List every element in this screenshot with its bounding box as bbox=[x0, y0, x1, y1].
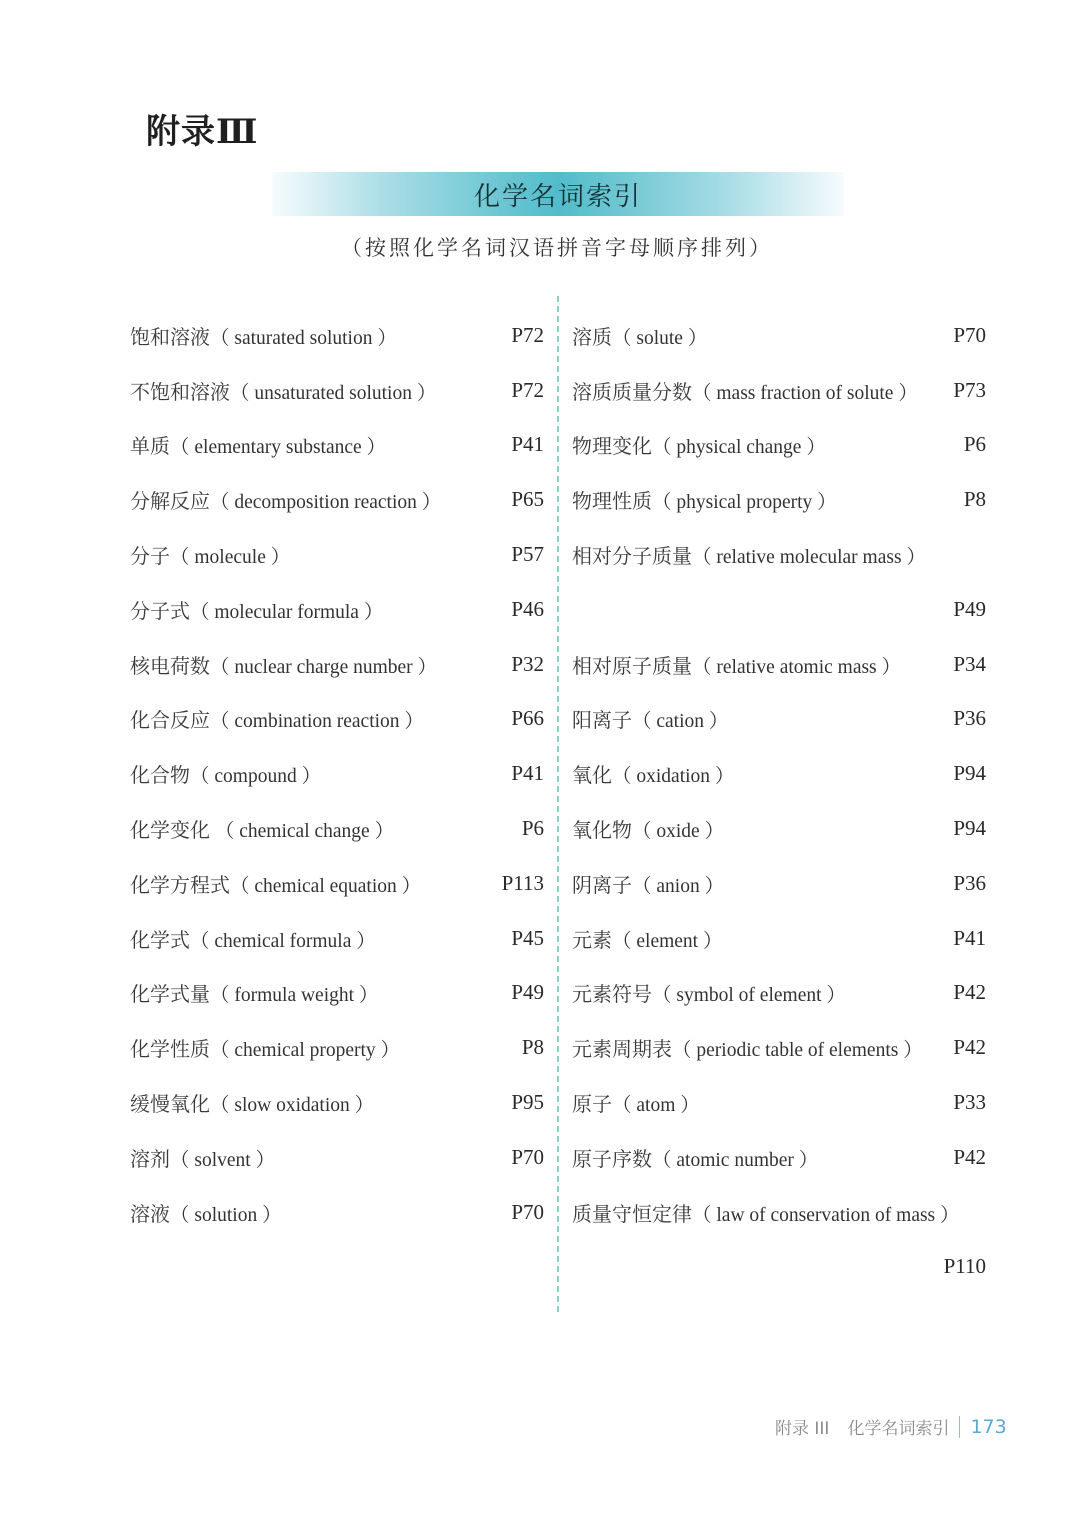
page-footer bbox=[775, 1414, 1007, 1439]
page-reference: P57 bbox=[511, 542, 544, 567]
page-reference: P6 bbox=[963, 432, 986, 457]
term-english: （ decomposition reaction ） bbox=[210, 492, 442, 514]
term-english: （ cation ） bbox=[632, 711, 729, 733]
index-entry bbox=[572, 856, 986, 911]
index-entry bbox=[130, 1185, 544, 1240]
index-term bbox=[130, 650, 437, 679]
footer-section-label: 化学名词索引 bbox=[847, 1419, 950, 1439]
index-term bbox=[130, 924, 376, 953]
page-reference: P42 bbox=[953, 1035, 986, 1060]
index-term bbox=[572, 540, 926, 569]
page-reference: P41 bbox=[511, 432, 544, 457]
term-english: （ relative molecular mass ） bbox=[692, 547, 926, 569]
term-english: （ law of conservation of mass ） bbox=[692, 1204, 960, 1226]
term-english: （ molecule ） bbox=[170, 547, 291, 569]
index-entry bbox=[130, 582, 544, 637]
column-divider bbox=[557, 296, 559, 1312]
index-entry bbox=[572, 966, 986, 1021]
page-reference: P110 bbox=[943, 1254, 986, 1279]
index-entry bbox=[572, 911, 986, 966]
index-term bbox=[572, 430, 826, 459]
term-english: （ mass fraction of solute ） bbox=[692, 382, 918, 404]
term-english: （ physical property ） bbox=[652, 492, 837, 514]
term-english: （ relative atomic mass ） bbox=[692, 656, 902, 678]
index-term bbox=[572, 1088, 700, 1117]
page-reference: P94 bbox=[953, 816, 986, 841]
index-term bbox=[572, 759, 734, 788]
index-entry bbox=[572, 746, 986, 801]
term-chinese: 质量守恒定律 bbox=[572, 1201, 692, 1226]
term-chinese: 阴离子 bbox=[572, 872, 632, 897]
index-entry bbox=[130, 418, 544, 473]
index-entry bbox=[572, 472, 986, 527]
page-reference: P73 bbox=[953, 377, 986, 402]
index-entry bbox=[572, 582, 986, 637]
term-chinese: 物理变化 bbox=[572, 434, 652, 459]
footer-appendix-label: 附录 III bbox=[775, 1419, 830, 1439]
page-reference: P6 bbox=[521, 816, 544, 841]
term-english: （ chemical property ） bbox=[210, 1040, 401, 1062]
page-number: 173 bbox=[970, 1415, 1007, 1438]
footer-separator bbox=[959, 1416, 960, 1438]
term-chinese: 核电荷数 bbox=[130, 653, 210, 678]
page-reference: P49 bbox=[511, 980, 544, 1005]
term-chinese: 阳离子 bbox=[572, 708, 632, 733]
page-reference: P46 bbox=[511, 596, 544, 621]
term-english: （ chemical equation ） bbox=[230, 875, 422, 897]
index-term bbox=[130, 485, 441, 514]
term-chinese: 缓慢氧化 bbox=[130, 1092, 210, 1117]
term-chinese: 化学性质 bbox=[130, 1037, 210, 1062]
index-term bbox=[572, 978, 846, 1007]
page-reference: P8 bbox=[521, 1035, 544, 1060]
term-english: （ solute ） bbox=[612, 327, 708, 349]
index-term bbox=[572, 1033, 923, 1062]
index-term bbox=[130, 869, 421, 898]
page-reference: P8 bbox=[963, 487, 986, 512]
index-entry bbox=[130, 692, 544, 747]
page-reference: P72 bbox=[511, 377, 544, 402]
banner-title: 化学名词索引 bbox=[473, 181, 642, 212]
page-reference: P72 bbox=[511, 322, 544, 347]
term-chinese: 元素周期表 bbox=[572, 1037, 672, 1062]
term-english: （ chemical change ） bbox=[210, 821, 395, 843]
index-entry bbox=[130, 856, 544, 911]
term-chinese: 化学变化 bbox=[130, 818, 210, 843]
term-english: （ slow oxidation ） bbox=[210, 1095, 375, 1117]
index-entry bbox=[130, 472, 544, 527]
term-english: （ formula weight ） bbox=[210, 985, 379, 1007]
term-english: （ chemical formula ） bbox=[190, 930, 376, 952]
term-english: （ unsaturated solution ） bbox=[230, 382, 437, 404]
index-term bbox=[572, 924, 722, 953]
index-term bbox=[130, 1143, 275, 1172]
term-chinese: 化合反应 bbox=[130, 708, 210, 733]
index-entry bbox=[130, 363, 544, 418]
page-reference: P36 bbox=[953, 870, 986, 895]
index-entry bbox=[572, 1020, 986, 1075]
section-banner bbox=[272, 172, 844, 216]
term-english: （ nuclear charge number ） bbox=[210, 656, 438, 678]
index-entry bbox=[130, 801, 544, 856]
page-reference: P113 bbox=[501, 870, 544, 895]
term-english: （ compound ） bbox=[190, 766, 322, 788]
page-reference: P65 bbox=[511, 487, 544, 512]
term-chinese: 化学方程式 bbox=[130, 872, 230, 897]
page-reference: P36 bbox=[953, 706, 986, 731]
term-chinese: 溶剂 bbox=[130, 1146, 170, 1171]
term-chinese: 相对原子质量 bbox=[572, 653, 692, 678]
index-term bbox=[572, 1143, 818, 1172]
page-reference: P70 bbox=[511, 1199, 544, 1224]
term-chinese: 单质 bbox=[130, 434, 170, 459]
index-entry bbox=[572, 1075, 986, 1130]
index-entry bbox=[572, 308, 986, 363]
index-term bbox=[572, 869, 724, 898]
index-term bbox=[572, 1198, 960, 1227]
page-reference: P34 bbox=[953, 651, 986, 676]
index-entry bbox=[130, 637, 544, 692]
index-term bbox=[572, 485, 837, 514]
index-term bbox=[572, 704, 728, 733]
term-english: （ atomic number ） bbox=[652, 1149, 819, 1171]
index-term bbox=[130, 1198, 282, 1227]
page-reference: P33 bbox=[953, 1090, 986, 1115]
index-term bbox=[130, 978, 378, 1007]
index-term bbox=[572, 814, 724, 843]
index-term bbox=[130, 376, 436, 405]
term-chinese: 相对分子质量 bbox=[572, 544, 692, 569]
page-reference: P42 bbox=[953, 980, 986, 1005]
index-term bbox=[130, 759, 321, 788]
term-english: （ molecular formula ） bbox=[190, 601, 384, 623]
index-term bbox=[130, 1088, 374, 1117]
term-chinese: 物理性质 bbox=[572, 489, 652, 514]
index-entry bbox=[130, 911, 544, 966]
term-chinese: 元素 bbox=[572, 927, 612, 952]
page-reference: P94 bbox=[953, 761, 986, 786]
index-term bbox=[130, 595, 383, 624]
index-entry bbox=[572, 418, 986, 473]
term-english: （ atom ） bbox=[612, 1095, 700, 1117]
index-term bbox=[572, 321, 707, 350]
term-chinese: 分子式 bbox=[130, 598, 190, 623]
index-entry bbox=[572, 801, 986, 856]
term-english: （ symbol of element ） bbox=[652, 985, 846, 1007]
index-entry bbox=[130, 966, 544, 1021]
term-chinese: 溶质 bbox=[572, 324, 612, 349]
index-entry bbox=[130, 308, 544, 363]
index-term bbox=[130, 814, 394, 843]
term-chinese: 化合物 bbox=[130, 763, 190, 788]
index-entry bbox=[572, 527, 986, 582]
index-term bbox=[130, 704, 424, 733]
term-english: （ oxide ） bbox=[632, 821, 725, 843]
page-reference: P66 bbox=[511, 706, 544, 731]
index-entry bbox=[130, 746, 544, 801]
term-chinese: 氧化 bbox=[572, 763, 612, 788]
term-english: （ oxidation ） bbox=[612, 766, 735, 788]
term-chinese: 化学式 bbox=[130, 927, 190, 952]
index-entry bbox=[572, 363, 986, 418]
page-reference: P42 bbox=[953, 1144, 986, 1169]
page-reference: P70 bbox=[511, 1144, 544, 1169]
index-entry bbox=[130, 1020, 544, 1075]
page-reference: P45 bbox=[511, 925, 544, 950]
term-chinese: 不饱和溶液 bbox=[130, 379, 230, 404]
page-reference: P32 bbox=[511, 651, 544, 676]
term-chinese: 溶质质量分数 bbox=[572, 379, 692, 404]
index-column-left bbox=[130, 308, 544, 1240]
page-reference: P95 bbox=[511, 1090, 544, 1115]
index-entry bbox=[572, 1185, 986, 1240]
term-english: （ element ） bbox=[612, 930, 723, 952]
appendix-title: 附录Ⅲ bbox=[146, 112, 259, 152]
term-english: （ solution ） bbox=[170, 1204, 282, 1226]
index-entry bbox=[130, 1130, 544, 1185]
index-term bbox=[130, 1033, 400, 1062]
term-chinese: 饱和溶液 bbox=[130, 324, 210, 349]
page-reference: P41 bbox=[953, 925, 986, 950]
page-reference: P70 bbox=[953, 322, 986, 347]
index-term bbox=[130, 430, 386, 459]
page-reference: P41 bbox=[511, 761, 544, 786]
term-chinese: 原子序数 bbox=[572, 1146, 652, 1171]
term-english: （ anion ） bbox=[632, 875, 725, 897]
term-chinese: 原子 bbox=[572, 1092, 612, 1117]
term-english: （ elementary substance ） bbox=[170, 437, 387, 459]
index-column-right bbox=[572, 308, 986, 1294]
index-term bbox=[572, 650, 901, 679]
term-english: （ solvent ） bbox=[170, 1149, 276, 1171]
term-chinese: 元素符号 bbox=[572, 982, 652, 1007]
term-chinese: 溶液 bbox=[130, 1201, 170, 1226]
term-english: （ physical change ） bbox=[652, 437, 826, 459]
term-english: （ periodic table of elements ） bbox=[672, 1040, 923, 1062]
term-chinese: 氧化物 bbox=[572, 818, 632, 843]
term-chinese: 分子 bbox=[130, 544, 170, 569]
index-subtitle: （按照化学名词汉语拼音字母顺序排列） bbox=[341, 236, 773, 260]
term-chinese: 分解反应 bbox=[130, 489, 210, 514]
index-entry bbox=[130, 527, 544, 582]
index-term bbox=[130, 540, 290, 569]
index-term bbox=[130, 321, 397, 350]
term-chinese: 化学式量 bbox=[130, 982, 210, 1007]
index-entry bbox=[572, 637, 986, 692]
term-english: （ combination reaction ） bbox=[210, 711, 424, 733]
index-entry bbox=[572, 1130, 986, 1185]
term-english: （ saturated solution ） bbox=[210, 327, 397, 349]
index-entry bbox=[572, 1240, 986, 1295]
page-reference: P49 bbox=[953, 596, 986, 621]
index-entry bbox=[130, 1075, 544, 1130]
index-entry bbox=[572, 692, 986, 747]
index-term bbox=[572, 376, 918, 405]
